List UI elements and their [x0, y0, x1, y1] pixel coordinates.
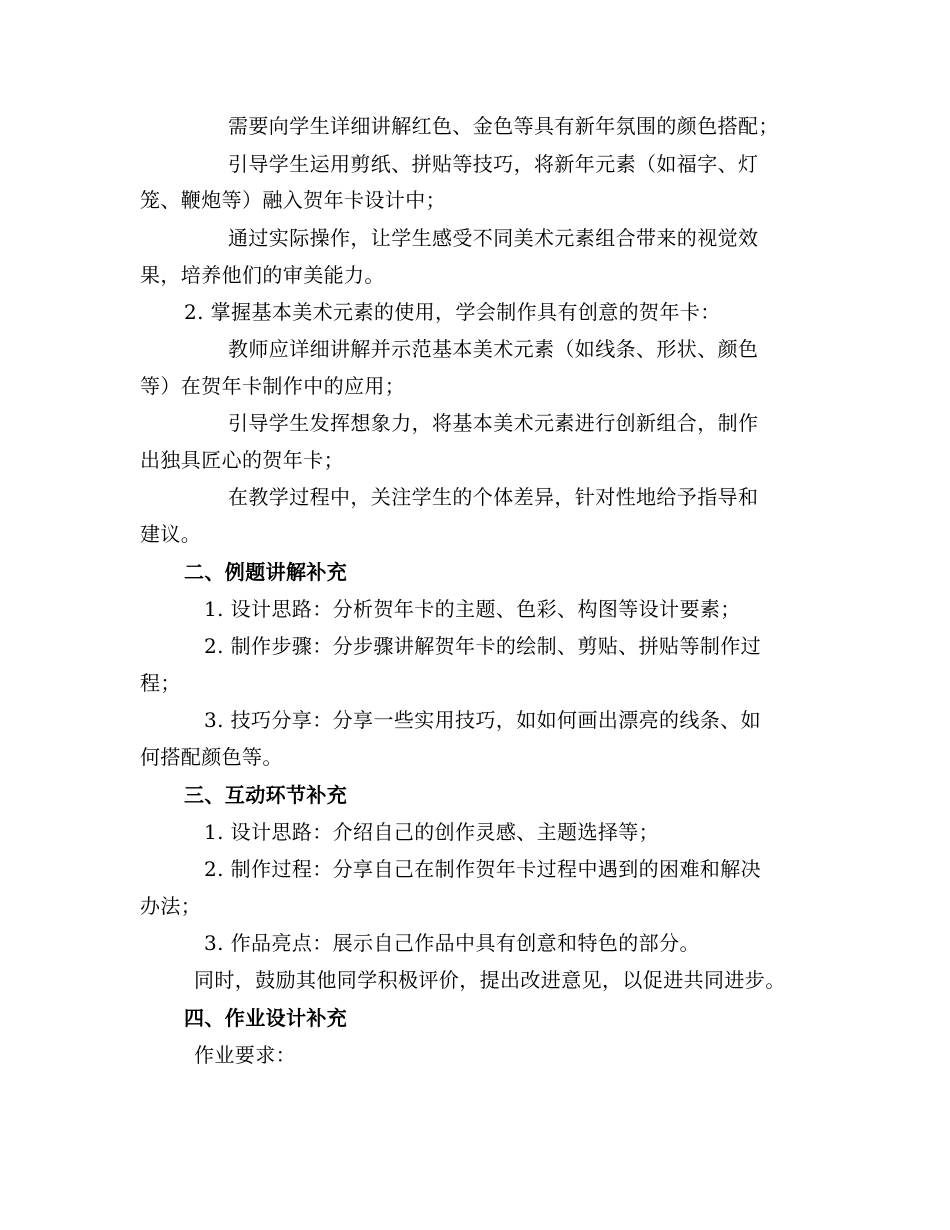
- list-item-line: 1. 设计思路：介绍自己的创作灵感、主题选择等；: [204, 820, 660, 844]
- paragraph-line: 引导学生运用剪纸、拼贴等技巧，将新年元素（如福字、灯: [228, 152, 759, 176]
- paragraph-line: 程；: [140, 671, 181, 695]
- section-heading: 二、例题讲解补充: [184, 560, 348, 584]
- paragraph-line: 教师应详细讲解并示范基本美术元素（如线条、形状、颜色: [228, 337, 759, 361]
- section-heading: 四、作业设计补充: [184, 1006, 348, 1030]
- list-item-line: 3. 技巧分享：分享一些实用技巧，如如何画出漂亮的线条、如: [204, 708, 762, 732]
- paragraph-line: 出独具匠心的贺年卡；: [140, 448, 344, 472]
- paragraph-line: 同时，鼓励其他同学积极评价，提出改进意见，以促进共同进步。: [194, 968, 786, 992]
- list-item-line: 1. 设计思路：分析贺年卡的主题、色彩、构图等设计要素；: [204, 597, 741, 621]
- list-item-line: 3. 作品亮点：展示自己作品中具有创意和特色的部分。: [204, 931, 700, 955]
- paragraph-line: 引导学生发挥想象力，将基本美术元素进行创新组合，制作: [228, 411, 759, 435]
- paragraph-line: 办法；: [140, 894, 202, 918]
- list-item-line: 2. 掌握基本美术元素的使用，学会制作具有创意的贺年卡：: [184, 300, 721, 324]
- paragraph-line: 建议。: [140, 522, 202, 546]
- list-item-line: 2. 制作步骤：分步骤讲解贺年卡的绘制、剪贴、拼贴等制作过: [204, 634, 762, 658]
- section-heading: 三、互动环节补充: [184, 783, 348, 807]
- paragraph-line: 需要向学生详细讲解红色、金色等具有新年氛围的颜色搭配；: [228, 114, 779, 138]
- paragraph-line: 作业要求：: [194, 1043, 296, 1067]
- paragraph-line: 等）在贺年卡制作中的应用；: [140, 374, 406, 398]
- paragraph-line: 何搭配颜色等。: [140, 745, 283, 769]
- paragraph-line: 通过实际操作，让学生感受不同美术元素组合带来的视觉效: [228, 226, 759, 250]
- paragraph-line: 在教学过程中，关注学生的个体差异，针对性地给予指导和: [228, 485, 759, 509]
- paragraph-line: 果，培养他们的审美能力。: [140, 263, 385, 287]
- list-item-line: 2. 制作过程：分享自己在制作贺年卡过程中遇到的困难和解决: [204, 857, 762, 881]
- paragraph-line: 笼、鞭炮等）融入贺年卡设计中；: [140, 188, 446, 212]
